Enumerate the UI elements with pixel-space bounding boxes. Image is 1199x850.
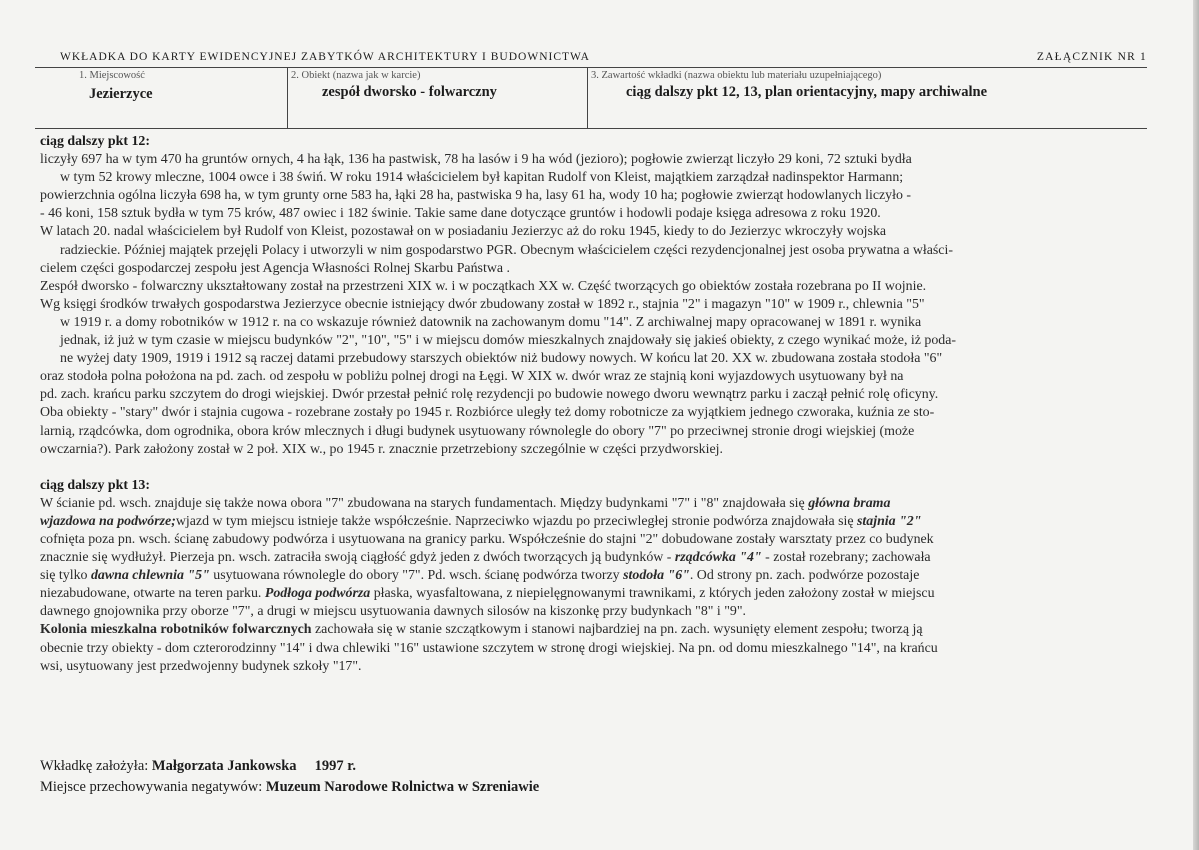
section-12-line: oraz stodoła polna położona na pd. zach. od zespołu w pobliżu polnej drogi na Łęgi. W XIX w. dwór wraz ze stajnią koni wyjazdowych usytuowany był na [40, 369, 904, 385]
field-object [287, 68, 588, 128]
section-12-line: W latach 20. nadal właścicielem był Rudolf von Kleist, pozostawał on w posiadaniu Jezierzyc aż do roku 1945, kiedy to do Jezierzyc wkroczyły wojska [40, 224, 887, 240]
field-content-label: 3. Zawartość wkładki (nazwa obiektu lub materiału uzupełniającego) [591, 70, 882, 81]
annex-number: ZAŁĄCZNIK NR 1 [1036, 51, 1147, 63]
section-13-line: dawnego gnojownika przy oborze "7", a drugi w miejscu usytuowania dawnych silosów na kiszonkę przy budynkach "8" i "9". [40, 604, 747, 620]
section-12-line: Oba obiekty - "stary" dwór i stajnia cugowa - rozebrane zostały po 1945 r. Rozbiórce uległy też domy robotnicze za wyjątkiem jednego czworaka, kuźnia ze sto- [40, 405, 935, 421]
section-12-line: larnią, rządcówka, dom ogrodnika, obora krów mlecznych i długi budynek usytuowany równolegle do obory "7" po przeciwnej stronie drogi wiejskiej (może [40, 423, 915, 439]
info-box [35, 67, 1147, 129]
section-12-heading: ciąg dalszy pkt 12: [40, 134, 150, 149]
author-label: Wkładkę założyła: [40, 758, 149, 774]
field-object-value: zespół dworsko - folwarczny [322, 84, 497, 100]
section-13-line: znacznie się wydłużył. Pierzeja pn. wsch. zatraciła swoją ciągłość gdyż jeden z dwóch tworzących ją budynków - rządcówka "4" - został rozebrany; zachowała [40, 550, 931, 566]
section-12-line: owczarnia?). Park założony został w 2 poł. XIX w., po 1945 r. znacznie przetrzebiony szczególnie w części przydworskiej. [40, 441, 723, 457]
section-12-line: Wg księgi środków trwałych gospodarstwa Jezierzyce obecnie istniejący dwór zbudowany został w 1892 r., stajnia "2" i magazyn "10" w 1909 r., chlewnia "5" [40, 296, 925, 312]
document-footer [40, 756, 539, 798]
section-13-line: niezabudowane, otwarte na teren parku. Podłoga podwórza płaska, wyasfaltowana, z niepielęgnowanymi trawnikami, z których jeden założony został w miejscu [40, 586, 935, 602]
field-content-value: ciąg dalszy pkt 12, 13, plan orientacyjny, mapy archiwalne [626, 84, 988, 100]
section-12-line: w 1919 r. a domy robotników w 1912 r. na co wskazuje również datownik na zachowanym domu "14". Z archiwalnej mapy opracowanej w 1891 r. wynika [60, 314, 922, 330]
section-13-line: Kolonia mieszkalna robotników folwarcznych zachowała się w stanie szczątkowym i stanowi najbardziej na pn. zach. wysunięty element zespołu; tworzą ją [40, 622, 923, 638]
section-13-line: wsi, usytuowany jest przedwojenny budynek szkoły "17". [40, 658, 362, 674]
section-12-line: w tym 52 krowy mleczne, 1004 owce i 38 świń. W roku 1914 właścicielem był kapitan Rudolf von Kleist, majątkiem zarządzał nadinspektor Harmann; [60, 170, 904, 186]
storage-value: Muzeum Narodowe Rolnictwa w Szreniawie [265, 779, 540, 795]
field-locality-value: Jezierzyce [89, 86, 153, 102]
section-13-line: cofnięta poza pn. wsch. ścianę zabudowy podwórza i usytuowana na granicy parku. Współcześnie do stajni "2" dobudowane zostały warsztaty przez co budynek [40, 531, 934, 547]
section-12-line: Zespół dworsko - folwarczny ukształtowany został na przestrzeni XIX w. i w początkach XX w. Część tworzących go obiektów została rozebrana po II wojnie. [40, 278, 927, 294]
section-12-line: powierzchnia ogólna liczyła 698 ha, w tym grunty orne 583 ha, łąki 28 ha, pastwiska 9 ha, lasy 61 ha, wody 10 ha; pogłowie zwierząt hodowlanych liczyło - [40, 188, 912, 204]
field-locality-label: 1. Miejscowość [79, 70, 145, 81]
section-12-line: pd. zach. krańcu parku szczytem do drogi wiejskiej. Dwór przestał pełnić rolę rezydencji po budowie nowego dworu wewnątrz parku i zaczął pełnić rolę oficyny. [40, 387, 939, 403]
section-13-line: obecnie trzy obiekty - dom czterorodzinny "14" i dwa chlewiki "16" ustawione szczytem w stronę drogi wiejskiej. Na pn. od domu mieszkalnego "14", na krańcu [40, 640, 938, 656]
form-title: WKŁADKA DO KARTY EWIDENCYJNEJ ZABYTKÓW ARCHITEKTURY I BUDOWNICTWA [60, 51, 590, 63]
section-12-line: liczyły 697 ha w tym 470 ha gruntów ornych, 4 ha łąk, 136 ha pastwisk, 78 ha lasów i 9 ha wód (jezioro); pogłowie zwierząt liczyło 29 koni, 72 sztuki bydła [40, 152, 912, 168]
section-13-line: W ścianie pd. wsch. znajduje się także nowa obora "7" zbudowana na starych fundamentach. Między budynkami "7" i "8" znajdowała się główna brama [40, 495, 891, 511]
author-name: Małgorzata Jankowska [151, 758, 297, 774]
section-12-line: cielem części gospodarczej zespołu jest Agencja Własności Rolnej Skarbu Państwa . [40, 260, 510, 276]
field-locality [35, 68, 287, 128]
section-13-heading: ciąg dalszy pkt 13: [40, 477, 150, 493]
page-edge-shadow [1193, 0, 1199, 850]
section-12-line: radzieckie. Później majątek przejęli Polacy i utworzyli w nim gospodarstwo PGR. Obecnym właścicielem części rezydencjonalnej jest osoba prywatna a właści- [60, 242, 953, 258]
author-line [40, 756, 539, 777]
storage-label: Miejsce przechowywania negatywów: [40, 779, 263, 795]
section-12-line: jednak, iż już w tym czasie w miejscu budynków "2", "10", "5" i w miejscu domów mieszkalnych znajdowały się jakieś obiekty, z czego wynikać może, iż poda- [60, 333, 957, 349]
section-12-line: ne wyżej daty 1909, 1919 i 1912 są raczej datami przebudowy starszych obiektów niż budowy nowych. W końcu lat 20. XX w. zbudowana została stodoła "6" [60, 351, 943, 367]
storage-line [40, 777, 539, 798]
author-year: 1997 r. [314, 758, 357, 774]
document-body [40, 133, 1148, 676]
field-object-label: 2. Obiekt (nazwa jak w karcie) [291, 70, 421, 81]
section-13-line: się tylko dawna chlewnia "5" usytuowana równolegle do obory "7". Pd. wsch. ścianę podwórza tworzy stodoła "6". Od strony pn. zach. podwórze pozostaje [40, 568, 920, 584]
section-12-line: - 46 koni, 158 sztuk bydła w tym 75 krów, 487 owiec i 182 świnie. Takie same dane dotyczące gruntów i hodowli podaje księga adresowa z roku 1920. [40, 206, 881, 222]
section-13-line: wjazdowa na podwórze;wjazd w tym miejscu istnieje także współcześnie. Naprzeciwko wjazdu po przeciwległej stronie podwórza znajdowała się stajnia "2" [40, 513, 922, 529]
field-content [587, 68, 1148, 128]
